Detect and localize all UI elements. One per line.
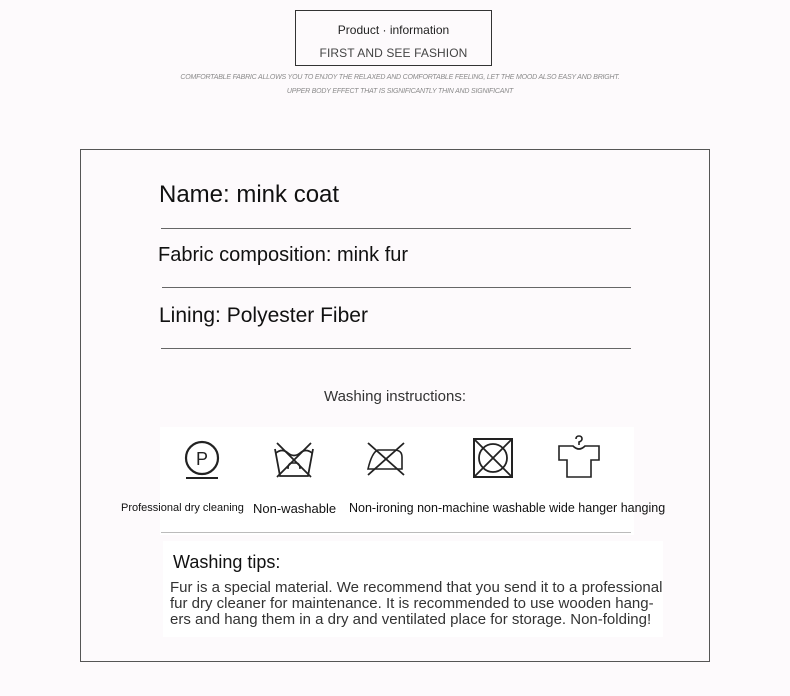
label-non-washable: Non-washable [253, 501, 337, 516]
washing-tips-heading: Washing tips: [173, 552, 281, 572]
tips-line-1: Fur is a special material. We recommend that you send it to a professional [170, 579, 663, 596]
divider [162, 287, 631, 288]
divider [161, 532, 631, 533]
lining: Lining: Polyester Fiber [159, 304, 368, 327]
product-name: Name: mink coat [159, 181, 340, 208]
tagline-line-2: UPPER BODY EFFECT THAT IS SIGNIFICANTLY THIN AND SIGNIFICANT [286, 88, 514, 95]
tips-line-3: ers and hang them in a dry and ventilated place for storage. Non-folding! [170, 611, 652, 628]
header-title: Product · information [337, 23, 450, 37]
dry-clean-p-icon [182, 437, 222, 481]
washing-tips-body [170, 580, 670, 628]
no-wash-tub-icon [272, 439, 316, 481]
header-subtitle: FIRST AND SEE FASHION [319, 46, 468, 60]
label-care-rest: Non-ironing non-machine washable wide hanger hanging [349, 501, 666, 515]
label-dry-cleaning: Professional dry cleaning [121, 502, 244, 514]
washing-instructions-heading: Washing instructions: [323, 388, 466, 405]
product-info-card [80, 149, 710, 662]
tagline-line-1: COMFORTABLE FABRIC ALLOWS YOU TO ENJOY THE RELAXED AND COMFORTABLE FEELING, LET THE MOOD ALSO EASY AND BRIGHT. [180, 74, 620, 81]
hanger-shirt-icon [556, 434, 602, 480]
no-tumble-dry-icon [472, 437, 514, 479]
tips-line-2: fur dry cleaner for maintenance. It is recommended to use wooden hang- [170, 595, 654, 612]
dry-clean-letter: P [195, 449, 209, 469]
header-box [295, 10, 492, 66]
divider [161, 348, 631, 349]
divider [161, 228, 631, 229]
no-iron-icon [364, 441, 408, 477]
fabric-composition: Fabric composition: mink fur [158, 244, 409, 266]
